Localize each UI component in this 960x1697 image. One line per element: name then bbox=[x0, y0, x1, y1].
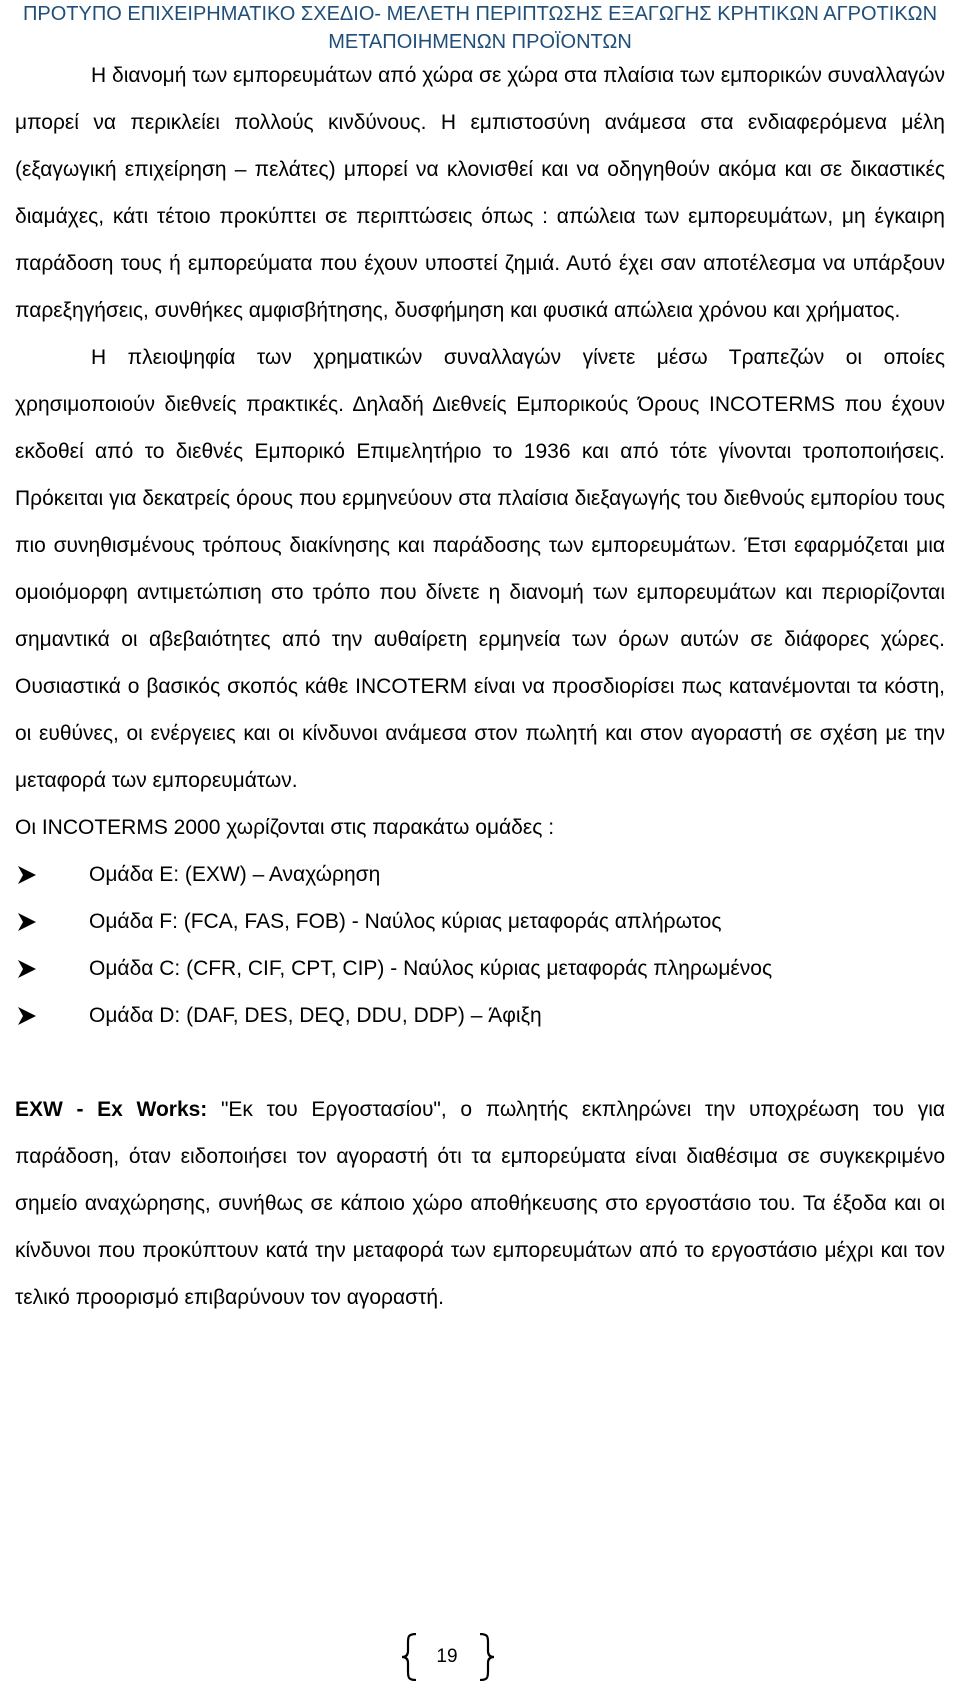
spacer bbox=[15, 1039, 945, 1086]
group-e-label: Ομάδα Ε: (EXW) – Αναχώρηση bbox=[89, 863, 381, 886]
arrowhead-bullet-icon bbox=[15, 945, 55, 992]
arrowhead-bullet-icon bbox=[15, 851, 55, 898]
page-number: 19 bbox=[436, 1646, 458, 1667]
document-body bbox=[15, 52, 945, 1321]
incoterms-group-list bbox=[15, 851, 945, 1039]
right-curly-brace-icon bbox=[478, 1633, 496, 1686]
paragraph-groups-intro: Οι INCOTERMS 2000 χωρίζονται στις παρακάτω ομάδες : bbox=[15, 816, 555, 839]
list-item bbox=[15, 945, 945, 992]
list-item bbox=[15, 851, 945, 898]
page-footer bbox=[0, 1633, 960, 1683]
running-header bbox=[0, 0, 960, 56]
list-item bbox=[15, 992, 945, 1039]
left-curly-brace-icon bbox=[400, 1633, 418, 1686]
group-f-label: Ομάδα F: (FCA, FAS, FOB) - Ναύλος κύριας μεταφοράς απλήρωτος bbox=[89, 910, 722, 933]
paragraph-risks: Η διανομή των εμπορευμάτων από χώρα σε χώρα στα πλαίσια των εμπορικών συναλλαγών μπορεί να περικλείει πολλούς κινδύνους. Η εμπιστοσύνη ανάμεσα στα ενδιαφερόμενα μέλη (εξαγωγική επιχείρηση – πελάτες) μπορεί να κλονισθεί και να οδηγηθούν ακόμα και σε δικαστικές διαμάχες, κάτι τέτοιο προκύπτει σε περιπτώσεις όπως : απώλεια των εμπορευμάτων, μη έγκαιρη παράδοση τους ή εμπορεύματα που έχουν υποστεί ζημιά. Αυτό έχει σαν αποτέλεσμα να υπάρξουν παρεξηγήσεις, συνθήκες αμφισβήτησης, δυσφήμηση και φυσικά απώλεια χρόνου και χρήματος. bbox=[15, 64, 945, 322]
list-item bbox=[15, 898, 945, 945]
exw-definition: "Εκ του Εργοστασίου", ο πωλητής εκπληρώνει την υποχρέωση του για παράδοση, όταν ειδοποιήσει τον αγοραστή ότι τα εμπορεύματα είναι διαθέσιμα σε συγκεκριμένο σημείο αναχώρησης, συνήθως σε κάποιο χώρο αποθήκευσης στο εργοστάσιο του. Τα έξοδα και οι κίνδυνοι που προκύπτουν κατά την μεταφορά των εμπορευμάτων από το εργοστάσιο μέχρι και τον τελικό προορισμό επιβαρύνουν τον αγοραστή. bbox=[15, 1098, 945, 1309]
paragraph-incoterms: Η πλειοψηφία των χρηματικών συναλλαγών γίνετε μέσω Τραπεζών οι οποίες χρησιμοποιούν διεθνείς πρακτικές. Δηλαδή Διεθνείς Εμπορικούς Όρους INCOTERMS που έχουν εκδοθεί από το διεθνές Εμπορικό Επιμελητήριο το 1936 και από τότε γίνονται τροποποιήσεις. Πρόκειται για δεκατρείς όρους που ερμηνεύουν στα πλαίσια διεξαγωγής του διεθνούς εμπορίου τους πιο συνηθισμένους τρόπους διακίνησης και παράδοσης των εμπορευμάτων. Έτσι εφαρμόζεται μια ομοιόμορφη αντιμετώπιση στο τρόπο που δίνετε η διανομή των εμπορευμάτων και περιορίζονται σημαντικά οι αβεβαιότητες από την αυθαίρετη ερμηνεία των όρων αυτών σε διάφορες χώρες. Ουσιαστικά ο βασικός σκοπός κάθε INCOTERM είναι να προσδιορίσει πως κατανέμονται τα κόστη, οι ευθύνες, οι ενέργειες και οι κίνδυνοι ανάμεσα στον πωλητή και στον αγοραστή σε σχέση με την μεταφορά των εμπορευμάτων. bbox=[15, 346, 945, 792]
paragraph-exw bbox=[15, 1086, 945, 1321]
arrowhead-bullet-icon bbox=[15, 992, 55, 1039]
header-line-2: ΜΕΤΑΠΟΙΗΜΕΝΩΝ ΠΡΟΪΟΝΤΩΝ bbox=[328, 31, 632, 53]
header-line-1: ΠΡΟΤΥΠΟ ΕΠΙΧΕΙΡΗΜΑΤΙΚΟ ΣΧΕΔΙΟ- ΜΕΛΕΤΗ ΠΕΡΙΠΤΩΣΗΣ ΕΞΑΓΩΓΗΣ ΚΡΗΤΙΚΩΝ ΑΓΡΟΤΙΚΩΝ bbox=[22, 3, 938, 25]
exw-term: EXW - Ex Works: bbox=[15, 1098, 208, 1121]
group-d-label: Ομάδα D: (DAF, DES, DEQ, DDU, DDP) – Άφιξη bbox=[89, 1004, 542, 1027]
group-c-label: Ομάδα C: (CFR, CIF, CPT, CIP) - Ναύλος κύριας μεταφοράς πληρωμένος bbox=[89, 957, 773, 980]
arrowhead-bullet-icon bbox=[15, 898, 55, 945]
